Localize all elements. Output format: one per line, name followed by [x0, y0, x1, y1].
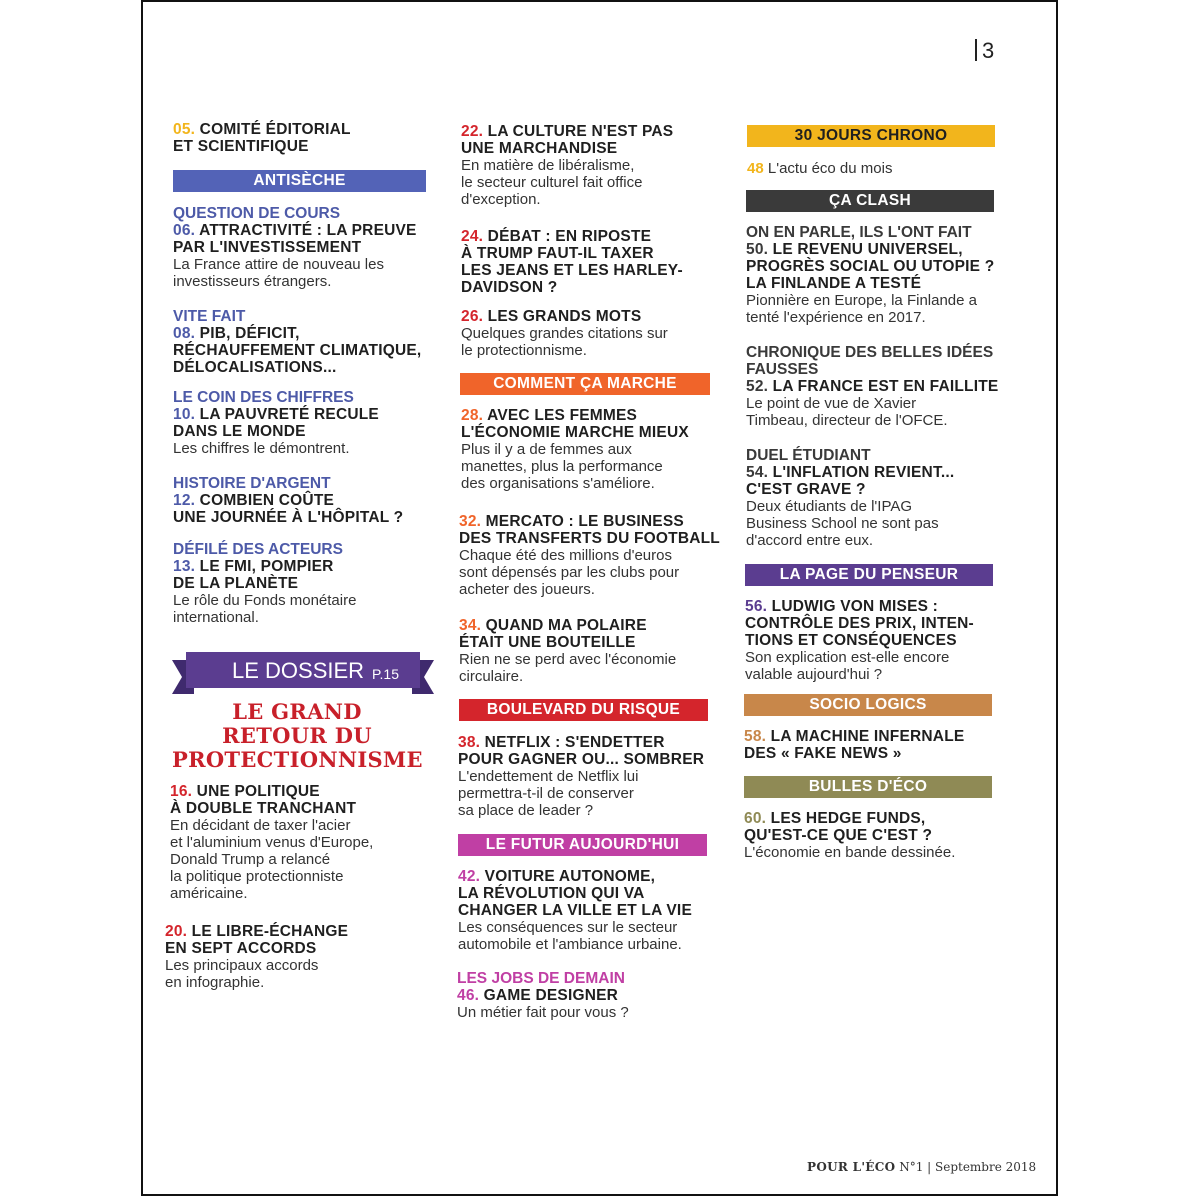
- toc-group-question-de-cours: [173, 205, 340, 222]
- rubric-label: DUEL ÉTUDIANT: [746, 447, 871, 464]
- toc-group-on-en-parle: [746, 224, 972, 241]
- section-band-la-page-du-penseur: LA PAGE DU PENSEUR: [745, 564, 993, 586]
- toc-entry-20[interactable]: 20. LE LIBRE-ÉCHANGE EN SEPT ACCORDS Les principaux accords en infographie.: [165, 923, 349, 991]
- toc-entry-08[interactable]: 08. PIB, DÉFICIT, RÉCHAUFFEMENT CLIMATIQUE, DÉLOCALISATIONS...: [173, 325, 422, 376]
- toc-entry-16[interactable]: 16. UNE POLITIQUE À DOUBLE TRANCHANT En décidant de taxer l'acier et l'aluminium venus d'Europe, Donald Trump a relancé la politique protectionniste américaine.: [170, 783, 374, 902]
- toc-entry-34[interactable]: 34. QUAND MA POLAIRE ÉTAIT UNE BOUTEILLE Rien ne se perd avec l'économie circulaire.: [459, 617, 677, 685]
- page-number: 3: [975, 38, 994, 64]
- toc-group-duel-etudiant: [746, 447, 871, 464]
- toc-entry-32[interactable]: 32. MERCATO : LE BUSINESS DES TRANSFERTS DU FOOTBALL Chaque été des millions d'euros sont dépensés par les clubs pour acheter des joueurs.: [459, 513, 720, 598]
- footer-magazine: POUR L'ÉCO: [807, 1160, 896, 1174]
- section-band-comment-ca-marche: COMMENT ÇA MARCHE: [460, 373, 710, 395]
- toc-entry-48[interactable]: 48 L'actu éco du mois: [747, 160, 893, 177]
- toc-entry-60[interactable]: 60. LES HEDGE FUNDS, QU'EST-CE QUE C'EST ? L'économie en bande dessinée.: [744, 810, 956, 861]
- toc-entry-38[interactable]: 38. NETFLIX : S'ENDETTER POUR GAGNER OU... SOMBRER L'endettement de Netflix lui permettra-t-il de conserver sa place de leader ?: [458, 734, 705, 819]
- rubric-label: LES JOBS DE DEMAIN: [457, 970, 625, 987]
- toc-entry-12[interactable]: 12. COMBIEN COÛTE UNE JOURNÉE À L'HÔPITAL ?: [173, 492, 404, 526]
- toc-entry-26[interactable]: 26. LES GRANDS MOTS Quelques grandes citations sur le protectionnisme.: [461, 308, 668, 359]
- rubric-label: ON EN PARLE, ILS L'ONT FAIT: [746, 224, 972, 241]
- toc-entry-24[interactable]: 24. DÉBAT : EN RIPOSTE À TRUMP FAUT-IL TAXER LES JEANS ET LES HARLEY- DAVIDSON ?: [461, 228, 683, 296]
- toc-entry-56[interactable]: 56. LUDWIG VON MISES : CONTRÔLE DES PRIX, INTEN- TIONS ET CONSÉQUENCES Son explication est-elle encore valable aujourd'hui ?: [745, 598, 974, 683]
- toc-group-jobs-de-demain: [457, 970, 625, 987]
- dossier-label: LE DOSSIER: [232, 658, 365, 683]
- dossier-page: P.15: [372, 666, 399, 682]
- toc-group-coin-des-chiffres: [173, 389, 354, 406]
- toc-group-chronique: [746, 344, 993, 378]
- top-border: [141, 0, 1058, 2]
- dossier-title[interactable]: LE GRAND RETOUR DU PROTECTIONNISME: [172, 699, 423, 772]
- section-band-boulevard-du-risque: BOULEVARD DU RISQUE: [459, 699, 708, 721]
- dossier-ribbon: [172, 648, 434, 698]
- section-band-bulles-d-eco: BULLES D'ÉCO: [744, 776, 992, 798]
- rubric-label: VITE FAIT: [173, 308, 246, 325]
- toc-entry-58[interactable]: 58. LA MACHINE INFERNALE DES « FAKE NEWS »: [744, 728, 965, 762]
- toc-entry-05[interactable]: 05. COMITÉ ÉDITORIAL ET SCIENTIFIQUE: [173, 121, 351, 155]
- section-band-le-futur-aujourd-hui: LE FUTUR AUJOURD'HUI: [458, 834, 707, 856]
- toc-entry-28[interactable]: 28. AVEC LES FEMMES L'ÉCONOMIE MARCHE MIEUX Plus il y a de femmes aux manettes, plus la performance des organisations s'améliore.: [461, 407, 689, 492]
- toc-entry-42[interactable]: 42. VOITURE AUTONOME, LA RÉVOLUTION QUI VA CHANGER LA VILLE ET LA VIE Les conséquences sur le secteur automobile et l'ambiance urbaine.: [458, 868, 692, 953]
- rubric-label: LE COIN DES CHIFFRES: [173, 389, 354, 406]
- toc-entry-46[interactable]: 46. GAME DESIGNER Un métier fait pour vous ?: [457, 987, 629, 1021]
- rubric-label: HISTOIRE D'ARGENT: [173, 475, 331, 492]
- toc-entry-50[interactable]: 50. LE REVENU UNIVERSEL, PROGRÈS SOCIAL OU UTOPIE ? LA FINLANDE A TESTÉ Pionnière en Europe, la Finlande a tenté l'expérience en 2017.: [746, 241, 995, 326]
- toc-entry-13[interactable]: 13. LE FMI, POMPIER DE LA PLANÈTE Le rôle du Fonds monétaire international.: [173, 558, 357, 626]
- section-band-antiseche: ANTISÈCHE: [173, 170, 426, 192]
- section-band-30-jours-chrono: 30 JOURS CHRONO: [747, 125, 995, 147]
- toc-entry-22[interactable]: 22. LA CULTURE N'EST PAS UNE MARCHANDISE En matière de libéralisme, le secteur culturel fait office d'exception.: [461, 123, 674, 208]
- toc-entry-52[interactable]: 52. LA FRANCE EST EN FAILLITE Le point de vue de Xavier Timbeau, directeur de l'OFCE.: [746, 378, 999, 429]
- page-footer: POUR L'ÉCO N°1 | Septembre 2018: [807, 1160, 1037, 1174]
- toc-group-defile-des-acteurs: [173, 541, 343, 558]
- toc-group-vite-fait: [173, 308, 245, 325]
- toc-group-histoire-d-argent: [173, 475, 331, 492]
- toc-entry-10[interactable]: 10. LA PAUVRETÉ RECULE DANS LE MONDE Les chiffres le démontrent.: [173, 406, 379, 457]
- footer-issue: N°1: [899, 1160, 924, 1174]
- toc-entry-06[interactable]: 06. ATTRACTIVITÉ : LA PREUVE PAR L'INVESTISSEMENT La France attire de nouveau les investisseurs étrangers.: [173, 222, 417, 290]
- rubric-label: CHRONIQUE DES BELLES IDÉES FAUSSES: [746, 344, 994, 378]
- footer-date: Septembre 2018: [935, 1160, 1037, 1174]
- toc-entry-54[interactable]: 54. L'INFLATION REVIENT... C'EST GRAVE ? Deux étudiants de l'IPAG Business School ne sont pas d'accord entre eux.: [746, 464, 955, 549]
- rubric-label: QUESTION DE COURS: [173, 205, 341, 222]
- rubric-label: DÉFILÉ DES ACTEURS: [173, 541, 343, 558]
- section-band-socio-logics: SOCIO LOGICS: [744, 694, 992, 716]
- section-band-ca-clash: ÇA CLASH: [746, 190, 994, 212]
